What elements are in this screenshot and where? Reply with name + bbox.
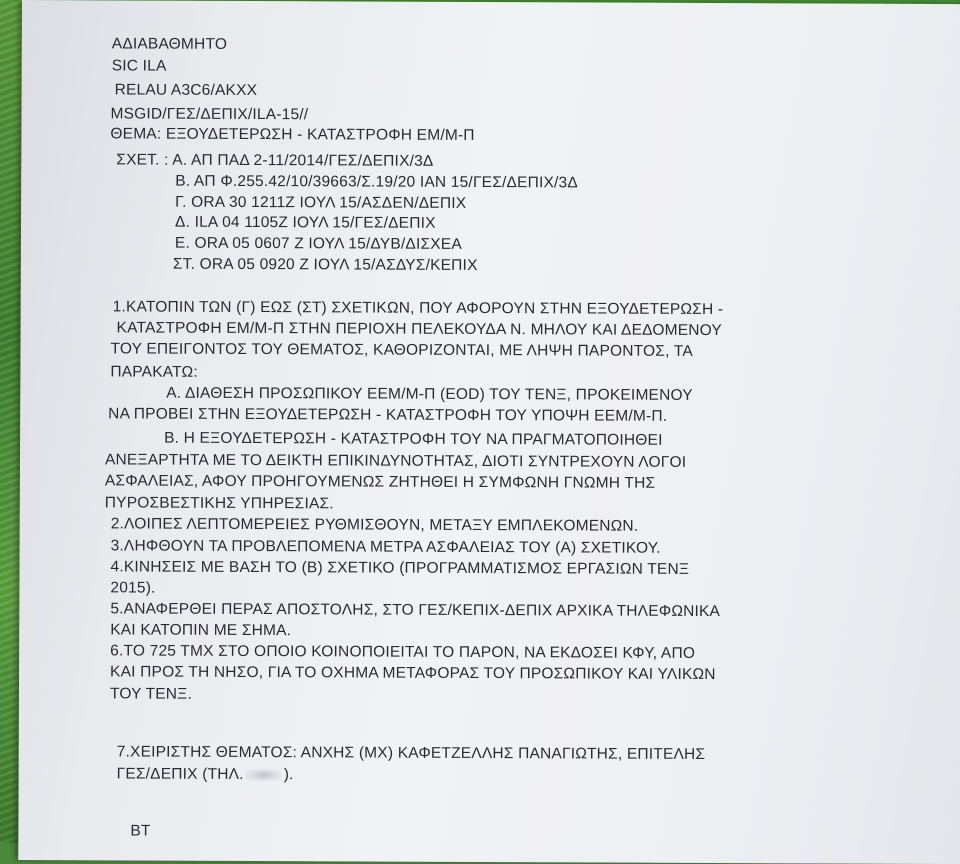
paragraph-1-line-1: 1.ΚΑΤΟΠΙΝ ΤΩΝ (Γ) ΕΩΣ (ΣΤ) ΣΧΕΤΙΚΩΝ, ΠΟΥ ΑΦΟΡΟΥΝ ΣΤΗΝ ΕΞΟΥΔΕΤΕΡΩΣΗ - xyxy=(112,298,724,319)
sic-line: SIC ILA xyxy=(111,57,167,75)
reference-c: Γ. ORA 30 1211Ζ ΙΟΥΛ 15/ΑΣΔΕΝ/ΔΕΠΙΧ xyxy=(175,193,467,212)
reference-a: ΣΧΕΤ. : Α. ΑΠ ΠΑΔ 2-11/2014/ΓΕΣ/ΔΕΠΙΧ/3Δ xyxy=(116,151,434,170)
item-b-line-3: ΑΣΦΑΛΕΙΑΣ, ΑΦΟΥ ΠΡΟΗΓΟΥΜΕΝΩΣ ΖΗΤΗΘΕΙ Η ΣΥΜΦΩΝΗ ΓΝΩΜΗ ΤΗΣ xyxy=(104,472,656,492)
paragraph-4-line-1: 4.ΚΙΝΗΣΕΙΣ ΜΕ ΒΑΣΗ ΤΟ (Β) ΣΧΕΤΙΚΟ (ΠΡΟΓΡΑΜΜΑΤΙΣΜΟΣ ΕΡΓΑΣΙΩΝ ΤΕΝΞ xyxy=(110,558,690,578)
paragraph-1-line-2: ΚΑΤΑΣΤΡΟΦΗ ΕΜ/Μ-Π ΣΤΗΝ ΠΕΡΙΟΧΗ ΠΕΛΕΚΟΥΔΑ Ν. ΜΗΛΟΥ ΚΑΙ ΔΕΔΟΜΕΝΟΥ xyxy=(116,319,723,340)
paragraph-7-line-2 xyxy=(117,766,294,782)
reference-f: ΣΤ. ORA 05 0920 Ζ ΙΟΥΛ 15/ΑΣΔΥΣ/ΚΕΠΙΧ xyxy=(172,255,478,274)
paragraph-5-line-1: 5.ΑΝΑΦΕΡΘΕΙ ΠΕΡΑΣ ΑΠΟΣΤΟΛΗΣ, ΣΤΟ ΓΕΣ/ΚΕΠΙΧ-ΔΕΠΙΧ ΑΡΧΙΚΑ ΤΗΛΕΦΩΝΙΚΑ xyxy=(110,600,721,621)
reference-e: Ε. ORA 05 0607 Ζ ΙΟΥΛ 15/ΔΥΒ/ΔΙΣΧΕΑ xyxy=(174,234,462,253)
footer-bt: BT xyxy=(130,822,151,840)
item-b-line-2: ΑΝΕΞΑΡΤΗΤΑ ΜΕ ΤΟ ΔΕΙΚΤΗ ΕΠΙΚΙΝΔΥΝΟΤΗΤΑΣ, ΔΙΟΤΙ ΣΥΝΤΡΕΧΟΥΝ ΛΟΓΟΙ xyxy=(104,451,687,471)
paragraph-1-line-3: ΤΟΥ ΕΠΕΙΓΟΝΤΟΣ ΤΟΥ ΘΕΜΑΤΟΣ, ΚΑΘΟΡΙΖΟΝΤΑΙ, ΜΕ ΛΗΨΗ ΠΑΡΟΝΤΟΣ, ΤΑ xyxy=(110,340,693,360)
msgid-line: MSGID/ΓΕΣ/ΔΕΠΙΧ/ILA-15// xyxy=(110,105,309,124)
paragraph-7-phone-close: ). xyxy=(283,766,294,784)
item-a-line-2: ΝΑ ΠΡΟΒΕΙ ΣΤΗΝ ΕΞΟΥΔΕΤΕΡΩΣΗ - ΚΑΤΑΣΤΡΟΦΗ ΤΟΥ ΥΠΟΨΗ ΕΕΜ/Μ-Π. xyxy=(108,405,668,425)
paragraph-6-line-1: 6.ΤΟ 725 ΤΜΧ ΣΤΟ ΟΠΟΙΟ ΚΟΙΝΟΠΟΙΕΙΤΑΙ ΤΟ ΠΑΡΟΝ, ΝΑ ΕΚΔΟΣΕΙ ΚΦΥ, ΑΠΟ xyxy=(110,642,696,662)
reference-d: Δ. ILA 04 1105Ζ ΙΟΥΛ 15/ΓΕΣ/ΔΕΠΙΧ xyxy=(174,213,436,232)
item-b-line-1: Β. Η ΕΞΟΥΔΕΤΕΡΩΣΗ - ΚΑΤΑΣΤΡΟΦΗ ΤΟΥ ΝΑ ΠΡΑΓΜΑΤΟΠΟΙΗΘΕΙ xyxy=(164,429,663,449)
redacted-phone xyxy=(246,769,282,781)
paragraph-7-phone-label: ΓΕΣ/ΔΕΠΙΧ (ΤΗΛ. xyxy=(116,765,244,783)
classification-label: ΑΔΙΑΒΑΘΜΗΤΟ xyxy=(111,35,228,53)
paragraph-4-line-2: 2015). xyxy=(110,579,156,597)
document-page xyxy=(18,0,960,864)
paragraph-6-line-3: ΤΟΥ ΤΕΝΞ. xyxy=(109,685,193,703)
reference-b: Β. ΑΠ Φ.255.42/10/39663/Σ.19/20 ΙΑΝ 15/ΓΕΣ/ΔΕΠΙΧ/3Δ xyxy=(175,172,578,192)
item-b-line-4: ΠΥΡΟΣΒΕΣΤΙΚΗΣ ΥΠΗΡΕΣΙΑΣ. xyxy=(104,494,334,513)
paragraph-5-line-2: ΚΑΙ ΚΑΤΟΠΙΝ ΜΕ ΣΗΜΑ. xyxy=(110,621,292,640)
subject-line: ΘΕΜΑ: ΕΞΟΥΔΕΤΕΡΩΣΗ - ΚΑΤΑΣΤΡΟΦΗ ΕΜ/Μ-Π xyxy=(110,125,475,144)
paragraph-3: 3.ΛΗΦΘΟΥΝ ΤΑ ΠΡΟΒΛΕΠΟΜΕΝΑ ΜΕΤΡΑ ΑΣΦΑΛΕΙΑΣ ΤΟΥ (Α) ΣΧΕΤΙΚΟΥ. xyxy=(110,537,661,557)
paragraph-6-line-2: ΚΑΙ ΠΡΟΣ ΤΗ ΝΗΣΟ, ΓΙΑ ΤΟ ΟΧΗΜΑ ΜΕΤΑΦΟΡΑΣ ΤΟΥ ΠΡΟΣΩΠΙΚΟΥ ΚΑΙ ΥΛΙΚΩΝ xyxy=(110,663,716,684)
relau-line: RELAU A3C6/AKXX xyxy=(114,81,258,100)
item-a-line-1: Α. ΔΙΑΘΕΣΗ ΠΡΟΣΩΠΙΚΟΥ ΕΕΜ/Μ-Π (EOD) ΤΟΥ ΤΕΝΞ, ΠΡΟΚΕΙΜΕΝΟΥ xyxy=(166,384,693,404)
paragraph-1-line-4: ΠΑΡΑΚΑΤΩ: xyxy=(110,363,198,381)
paragraph-7-line-1: 7.ΧΕΙΡΙΣΤΗΣ ΘΕΜΑΤΟΣ: ΑΝΧΗΣ (ΜΧ) ΚΑΦΕΤΖΕΛΛΗΣ ΠΑΝΑΓΙΩΤΗΣ, ΕΠΙΤΕΛΗΣ xyxy=(116,743,706,763)
paragraph-2: 2.ΛΟΙΠΕΣ ΛΕΠΤΟΜΕΡΕΙΕΣ ΡΥΘΜΙΣΘΟΥΝ, ΜΕΤΑΞΥ ΕΜΠΛΕΚΟΜΕΝΩΝ. xyxy=(110,515,639,535)
